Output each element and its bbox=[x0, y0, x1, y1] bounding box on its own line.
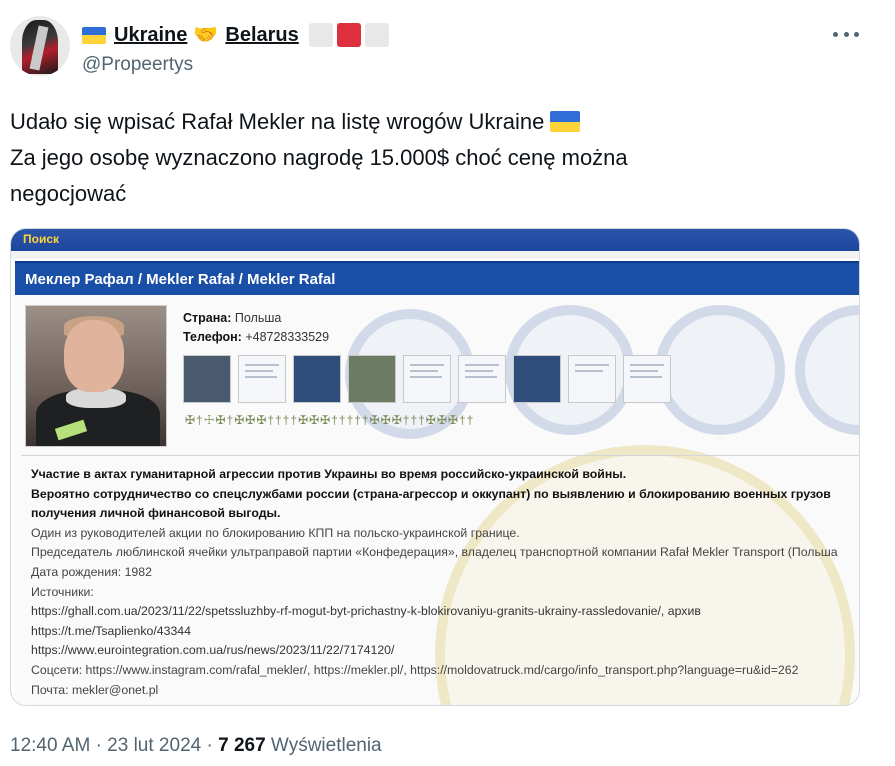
source-link: https://t.me/Tsaplienko/43344 bbox=[31, 623, 191, 638]
thumbnail bbox=[403, 355, 451, 403]
desc-line: Вероятно сотрудничество со спецслужбами россии (страна-агрессор и оккупант) по выявлению и блокированию военных грузов bbox=[31, 486, 831, 501]
belarus-flag-white-icon bbox=[309, 23, 333, 47]
country-label: Страна: bbox=[183, 311, 232, 325]
desc-line: Участие в актах гуманитарной агрессии против Украины во время российско-украинской войны. bbox=[31, 467, 627, 481]
desc-line: Один из руководителей акции по блокированию КПП на польско-украинской границе. bbox=[31, 525, 520, 540]
tweet-meta bbox=[10, 735, 382, 757]
thumbnail bbox=[293, 355, 341, 403]
person-title: Меклер Рафал / Mekler Rafał / Mekler Rafal bbox=[25, 271, 336, 288]
country-value: Польша bbox=[234, 311, 282, 325]
desc-line: Дата рождения: 1982 bbox=[31, 564, 152, 579]
separator: · bbox=[206, 735, 213, 756]
belarus-flag-red-icon bbox=[337, 23, 361, 47]
views-count: 7 267 bbox=[218, 735, 266, 756]
post-date[interactable]: 23 lut 2024 bbox=[107, 735, 202, 756]
handshake-icon: 🤝 bbox=[193, 24, 219, 46]
person-title-bar bbox=[15, 261, 860, 295]
desc-line: Почта: mekler@onet.pl bbox=[31, 682, 159, 697]
thumbnail bbox=[513, 355, 561, 403]
tweet-media-image[interactable] bbox=[10, 228, 860, 706]
person-description bbox=[31, 465, 860, 700]
search-link: Поиск bbox=[23, 232, 60, 246]
desc-line: Председатель люблинской ячейки ультраправой партии «Конфедерация», владелец транспортной компании Rafał Mekler Transport (Польша bbox=[31, 545, 838, 560]
user-handle[interactable]: @Propeertys bbox=[82, 54, 194, 75]
thumbnail bbox=[183, 355, 231, 403]
display-name-belarus[interactable]: Belarus bbox=[225, 23, 299, 46]
display-name-ukraine[interactable]: Ukraine bbox=[114, 23, 188, 46]
display-name-row[interactable] bbox=[82, 22, 389, 48]
spacer bbox=[11, 251, 860, 259]
ukraine-flag-icon bbox=[82, 27, 106, 44]
source-link: https://www.eurointegration.com.ua/rus/news/2023/11/22/7174120/ bbox=[31, 643, 395, 658]
separator: · bbox=[95, 735, 102, 756]
ukraine-flag-icon bbox=[550, 111, 580, 132]
watermark-seal bbox=[795, 305, 860, 435]
divider bbox=[21, 455, 860, 456]
thumbnail bbox=[348, 355, 396, 403]
phone-label: Телефон: bbox=[183, 330, 242, 344]
avatar[interactable] bbox=[10, 16, 70, 76]
thumbnail bbox=[568, 355, 616, 403]
thumbnail bbox=[623, 355, 671, 403]
tweet-text-line3: negocjować bbox=[10, 181, 127, 206]
views-label: Wyświetlenia bbox=[270, 735, 382, 756]
person-card bbox=[15, 295, 860, 706]
desc-line: получения личной финансовой выгоды. bbox=[31, 506, 281, 521]
person-info bbox=[183, 309, 329, 347]
person-photo bbox=[25, 305, 167, 447]
phone-value: +48728333529 bbox=[245, 330, 330, 344]
thumbnail bbox=[458, 355, 506, 403]
post-time[interactable]: 12:40 AM bbox=[10, 735, 91, 756]
thumbnail-row bbox=[183, 355, 678, 403]
tweet-text-line bbox=[10, 104, 870, 140]
desc-line: Источники: bbox=[31, 584, 94, 599]
tweet-text bbox=[10, 104, 870, 212]
tweet-text-line1: Udało się wpisać Rafał Mekler na listę wrogów Ukraine bbox=[10, 109, 545, 134]
source-link: https://ghall.com.ua/2023/11/22/spetssluzhby-rf-mogut-byt-prichastny-k-blokirovaniyu-granits-ukrainy-rassledovanie/, архив bbox=[31, 604, 701, 619]
belarus-flag-white-icon bbox=[365, 23, 389, 47]
tweet-text-line2: Za jego osobę wyznaczono nagrodę 15.000$ choć cenę można bbox=[10, 145, 628, 170]
cross-symbols-row: ✠†☩✠†✠✠✠††††✠✠✠†††††✠✠✠†††✠✠✠†† bbox=[185, 413, 475, 427]
thumbnail bbox=[238, 355, 286, 403]
more-options-icon[interactable] bbox=[833, 28, 859, 40]
desc-line: Соцсети: https://www.instagram.com/rafal_mekler/, https://mekler.pl/, https://moldovatruck.md/cargo/info_transport.php?language=ru&id=262 bbox=[31, 662, 799, 677]
site-nav-bar bbox=[11, 229, 860, 251]
